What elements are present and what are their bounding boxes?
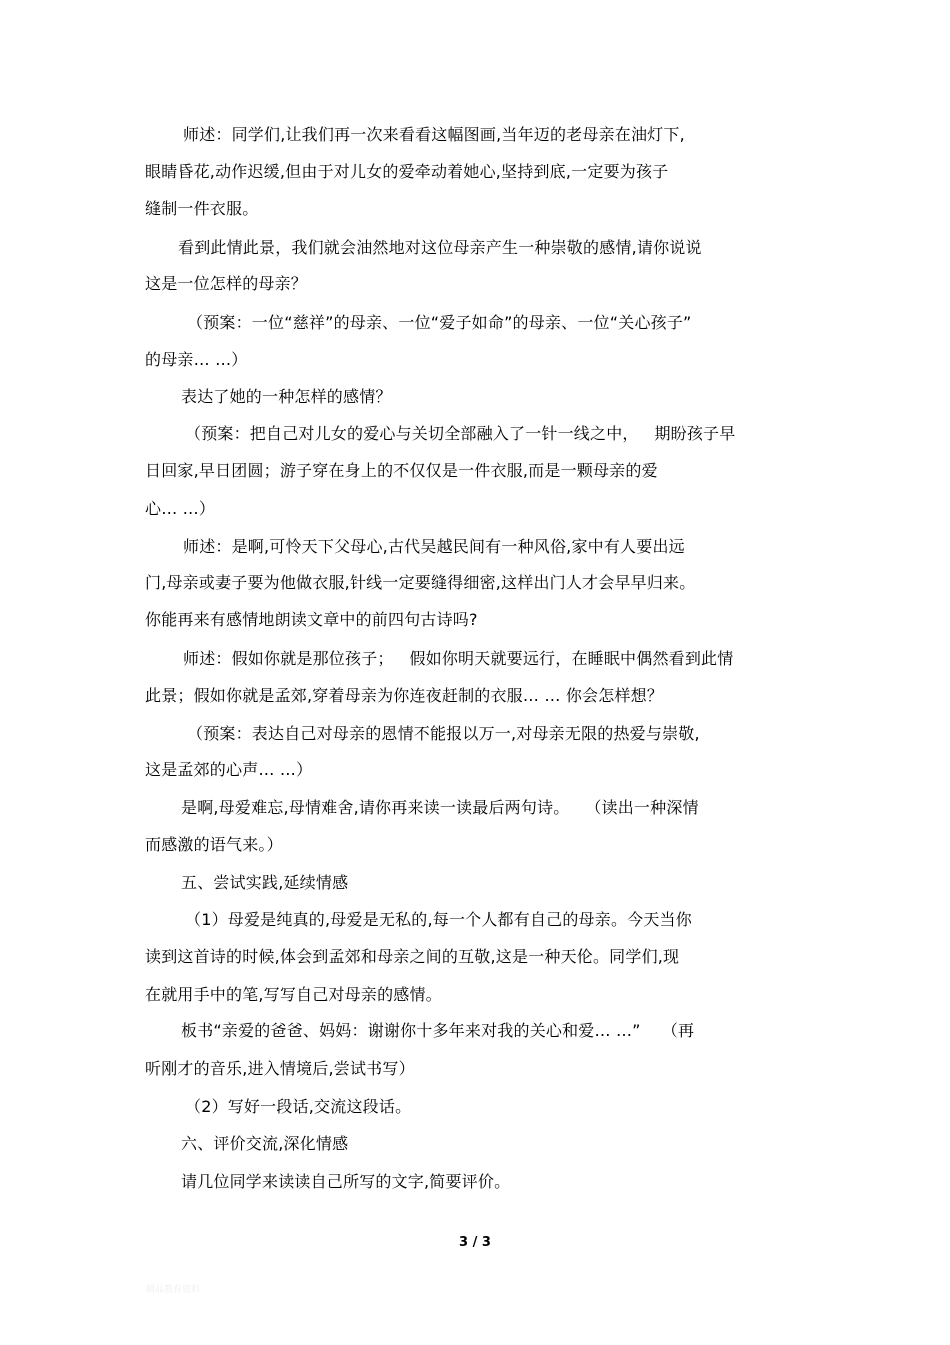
paragraph-line: 此景；假如你就是孟郊,穿着母亲为你连夜赶制的衣服… … 你会怎样想？ [145, 686, 664, 705]
paragraph-line: 眼睛昏花,动作迟缓,但由于对儿女的爱牵动着她心,坚持到底,一定要为孩子 [145, 162, 669, 181]
paragraph-line: 你能再来有感情地朗读文章中的前四句古诗吗? [145, 610, 478, 629]
footer-watermark: 精品教育资料 [146, 1285, 201, 1295]
paragraph-line: 的母亲… …） [145, 350, 248, 369]
paragraph-line: 请几位同学来读读自己所写的文字,简要评价。 [181, 1172, 511, 1191]
section-heading: 五、尝试实践,延续情感 [181, 873, 349, 892]
paragraph-line: 师述：同学们,让我们再一次来看看这幅图画,当年迈的老母亲在油灯下, [183, 125, 685, 144]
page-number: 3 / 3 [459, 1235, 491, 1250]
section-heading: 六、评价交流,深化情感 [181, 1134, 349, 1153]
paragraph-line: 师述：假如你就是那位孩子； 假如你明天就要远行，在睡眠中偶然看到此情 [183, 649, 734, 668]
paragraph-line: 这是一位怎样的母亲？ [145, 274, 308, 293]
paragraph-line: 表达了她的一种怎样的感情？ [181, 387, 392, 406]
paragraph-line: 读到这首诗的时候,体会到孟郊和母亲之间的互敬,这是一种天伦。同学们,现 [145, 947, 680, 966]
paragraph-line: 板书“亲爱的爸爸、妈妈：谢谢你十多年来对我的关心和爱… …” （再 [181, 1021, 695, 1040]
paragraph-line: 听刚才的音乐,进入情境后,尝试书写） [145, 1059, 415, 1078]
paragraph-line: 心… …） [145, 499, 216, 518]
paragraph-line: （预案：表达自己对母亲的恩情不能报以万一,对母亲无限的热爱与崇敬, [187, 724, 700, 743]
paragraph-line: 这是孟郊的心声… …） [145, 760, 313, 779]
paragraph-line: （预案：一位“慈祥”的母亲、一位“爱子如命”的母亲、一位“关心孩子” [187, 313, 692, 332]
paragraph-line: 而感激的语气来。） [145, 835, 283, 854]
paragraph-line: 日回家,早日团圆；游子穿在身上的不仅仅是一件衣服,而是一颗母亲的爱 [145, 461, 658, 480]
paragraph-line: 缝制一件衣服。 [145, 199, 259, 218]
paragraph-line: 是啊,母爱难忘,母情难舍,请你再来读一读最后两句诗。 （读出一种深情 [181, 798, 699, 817]
paragraph-line: 门,母亲或妻子要为他做衣服,针线一定要缝得细密,这样出门人才会早早归来。 [145, 573, 696, 592]
paragraph-line: 在就用手中的笔,写写自己对母亲的感情。 [145, 985, 442, 1004]
paragraph-line: （1）母爱是纯真的,母爱是无私的,每一个人都有自己的母亲。今天当你 [185, 910, 692, 929]
paragraph-line: 师述：是啊,可怜天下父母心,古代吴越民间有一种风俗,家中有人要出远 [183, 537, 685, 556]
paragraph-line: （2）写好一段话,交流这段话。 [185, 1097, 412, 1116]
paragraph-line: 看到此情此景，我们就会油然地对这位母亲产生一种崇敬的感情,请你说说 [178, 238, 702, 257]
paragraph-line: （预案：把自己对儿女的爱心与关切全部融入了一针一线之中， 期盼孩子早 [185, 424, 736, 443]
